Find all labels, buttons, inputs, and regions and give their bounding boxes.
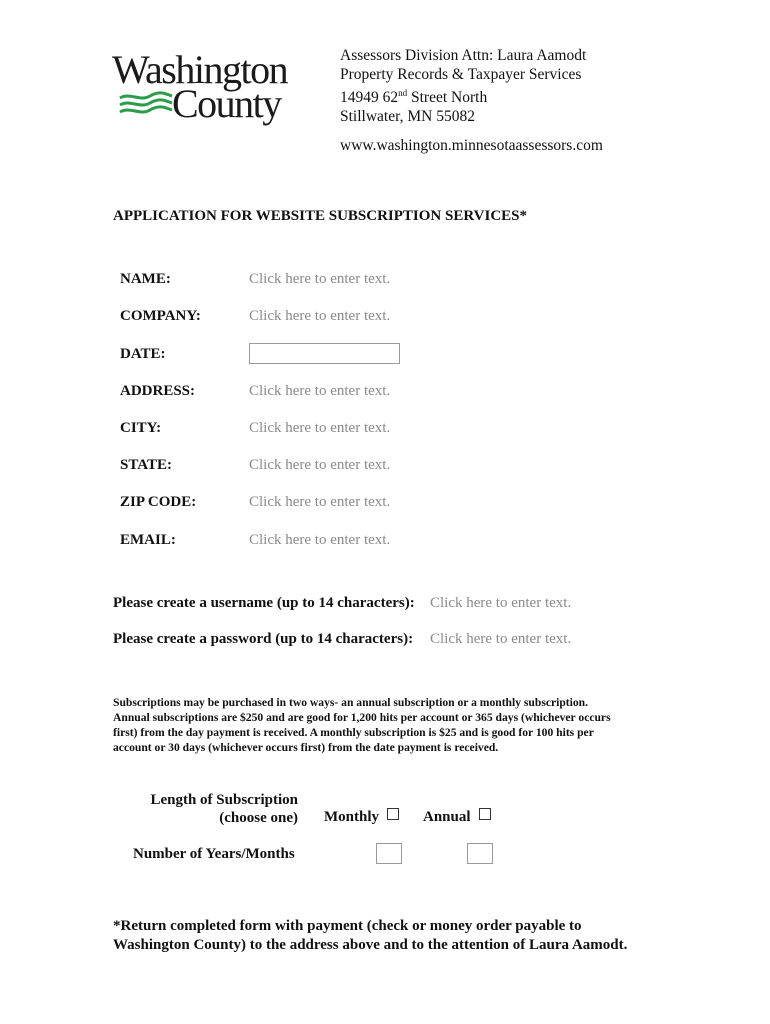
email-label: EMAIL:: [120, 532, 176, 548]
monthly-checkbox[interactable]: [387, 808, 399, 820]
washington-county-logo: [110, 47, 300, 126]
return-instructions: [113, 917, 627, 955]
company-label: COMPANY:: [120, 308, 201, 324]
address-line-2: Property Records & Taxpayer Services: [340, 65, 582, 83]
logo-text-washington: Washington: [112, 47, 288, 92]
annual-quantity-field[interactable]: [467, 843, 493, 864]
length-label-line-2: (choose one): [219, 810, 298, 826]
street-ordinal: nd: [398, 88, 408, 98]
monthly-label: Monthly: [324, 809, 380, 825]
logo-waves-icon: [118, 88, 174, 118]
zip-code-field[interactable]: Click here to enter text.: [249, 494, 391, 510]
info-line-1: Subscriptions may be purchased in two ways- an annual subscription or a monthly subscription.: [113, 696, 589, 709]
monthly-option: [324, 808, 399, 826]
length-of-subscription-label: [120, 791, 298, 827]
return-line-1: *Return completed form with payment (check or money order payable to: [113, 918, 582, 934]
logo-text-county: County: [172, 81, 281, 126]
zip-code-label: ZIP CODE:: [120, 494, 197, 510]
address-block: [340, 47, 586, 126]
info-line-3: first) from the day payment is received. A monthly subscription is $25 and is good for 100 hits per: [113, 726, 594, 739]
name-label: NAME:: [120, 271, 171, 287]
length-label-line-1: Length of Subscription: [150, 792, 298, 808]
street-name: Street North: [407, 89, 488, 107]
number-of-years-months-label: Number of Years/Months: [133, 846, 295, 862]
info-line-4: account or 30 days (whichever occurs first) from the date payment is received.: [113, 741, 499, 754]
username-field[interactable]: Click here to enter text.: [430, 595, 572, 611]
password-field[interactable]: Click here to enter text.: [430, 631, 572, 647]
username-label: Please create a username (up to 14 characters):: [113, 595, 415, 611]
city-field[interactable]: Click here to enter text.: [249, 420, 391, 436]
page-title: APPLICATION FOR WEBSITE SUBSCRIPTION SERVICES*: [113, 208, 528, 224]
monthly-quantity-field[interactable]: [376, 843, 402, 864]
name-field[interactable]: Click here to enter text.: [249, 271, 391, 287]
subscription-info: [113, 695, 673, 755]
state-field[interactable]: Click here to enter text.: [249, 457, 391, 473]
website-url: www.washington.minnesotaassessors.com: [340, 137, 603, 154]
date-label: DATE:: [120, 346, 166, 362]
date-field[interactable]: [249, 343, 400, 364]
street-number: 14949 62: [340, 89, 399, 107]
address-label: ADDRESS:: [120, 383, 196, 399]
state-label: STATE:: [120, 457, 172, 473]
company-field[interactable]: Click here to enter text.: [249, 308, 391, 324]
address-line-1: Assessors Division Attn: Laura Aamodt: [340, 47, 587, 64]
address-line-3: [340, 84, 586, 108]
email-field[interactable]: Click here to enter text.: [249, 532, 391, 548]
info-line-2: Annual subscriptions are $250 and are good for 1,200 hits per account or 365 days (whichever occurs: [113, 711, 611, 724]
password-label: Please create a password (up to 14 characters):: [113, 631, 414, 647]
annual-label: Annual: [423, 809, 471, 825]
address-line-4: Stillwater, MN 55082: [340, 107, 475, 125]
annual-checkbox[interactable]: [479, 808, 491, 820]
city-label: CITY:: [120, 420, 162, 436]
address-field[interactable]: Click here to enter text.: [249, 383, 391, 399]
return-line-2: Washington County) to the address above and to the attention of Laura Aamodt.: [113, 937, 628, 953]
annual-option: [423, 808, 491, 826]
